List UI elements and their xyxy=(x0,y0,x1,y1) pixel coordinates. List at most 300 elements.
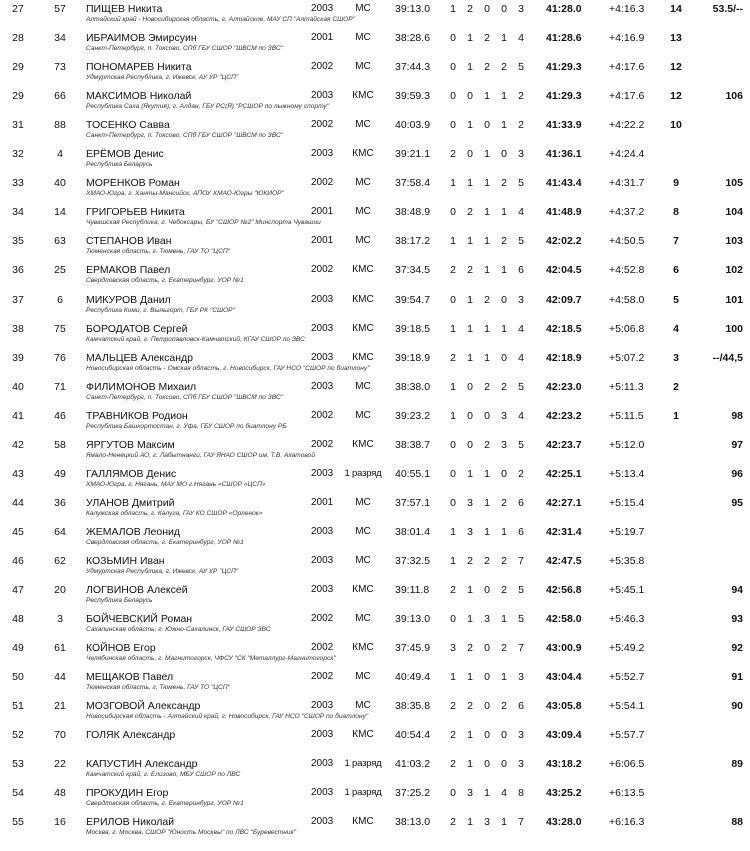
table-row xyxy=(0,58,750,87)
shooting-misses-cell: 2 xyxy=(450,729,456,742)
shooting-misses-cell: 2 xyxy=(484,293,490,306)
birth-year-cell: 2003 xyxy=(311,351,334,363)
course-time-cell: 38:13.0 xyxy=(395,816,431,829)
table-row xyxy=(0,668,750,697)
place-cell: 52 xyxy=(12,729,24,742)
place-cell: 50 xyxy=(12,671,24,684)
athlete-name: КОЗЬМИН Иван xyxy=(86,554,165,567)
place-cell: 49 xyxy=(12,642,24,655)
table-row xyxy=(0,261,750,290)
course-time-cell: 38:17.2 xyxy=(395,235,431,248)
birth-year-cell: 2003 xyxy=(311,148,334,160)
shooting-total-cell: 5 xyxy=(518,235,524,248)
final-time-cell: 41:33.9 xyxy=(546,119,582,132)
shooting-misses-cell: 0 xyxy=(501,293,507,306)
course-time-cell: 40:03.9 xyxy=(395,119,431,132)
final-time-cell: 43:18.2 xyxy=(546,758,582,771)
sport-rank-cell: КМС xyxy=(352,264,374,276)
final-time-cell: 41:28.0 xyxy=(546,3,582,15)
final-time-cell: 41:28.6 xyxy=(546,32,582,45)
shooting-misses-cell: 0 xyxy=(450,32,456,45)
table-row xyxy=(0,552,750,581)
athlete-name: ЕРЁМОВ Денис xyxy=(86,148,164,161)
place-cell: 47 xyxy=(12,584,24,596)
time-behind-cell: +5:11.5 xyxy=(609,409,644,422)
shooting-total-cell: 3 xyxy=(518,3,524,15)
shooting-total-cell: 6 xyxy=(518,496,524,509)
birth-year-cell: 2003 xyxy=(311,525,334,537)
time-behind-cell: +4:31.7 xyxy=(609,177,645,190)
shooting-misses-cell: 1 xyxy=(501,322,507,335)
time-behind-cell: +5:13.4 xyxy=(609,467,645,480)
place-cell: 36 xyxy=(12,264,24,277)
shooting-total-cell: 3 xyxy=(518,148,524,161)
course-time-cell: 40:54.4 xyxy=(395,729,431,742)
course-time-cell: 37:58.4 xyxy=(395,177,431,190)
place-cell: 28 xyxy=(12,32,24,45)
shooting-misses-cell: 2 xyxy=(450,584,456,596)
shooting-misses-cell: 1 xyxy=(484,177,490,190)
course-time-cell: 39:54.7 xyxy=(395,293,431,306)
athlete-region: Республика Беларусь xyxy=(86,161,153,169)
shooting-total-cell: 7 xyxy=(518,642,524,655)
place-cell: 51 xyxy=(12,700,24,713)
bib-cell: 21 xyxy=(54,700,66,713)
table-row xyxy=(0,174,750,203)
bib-cell: 49 xyxy=(54,467,66,480)
shooting-misses-cell: 1 xyxy=(467,584,473,596)
points-cell: 98 xyxy=(731,409,743,422)
shooting-total-cell: 6 xyxy=(518,700,524,713)
shooting-misses-cell: 0 xyxy=(467,90,473,103)
athlete-name: ПОНОМАРЕВ Никита xyxy=(86,61,192,74)
shooting-misses-cell: 0 xyxy=(450,467,456,480)
birth-year-cell: 2001 xyxy=(311,32,334,44)
athlete-region: Санкт-Петербург, п. Токсово, СПб ГБУ СШОР "ШВСМ по ЗВС" xyxy=(86,132,284,140)
place-cell: 39 xyxy=(12,351,24,364)
shooting-misses-cell: 2 xyxy=(484,32,490,45)
shooting-misses-cell: 1 xyxy=(467,293,473,306)
points-cell: 102 xyxy=(725,264,743,277)
points-cell: 95 xyxy=(731,496,743,509)
sport-rank-cell: КМС xyxy=(352,90,374,102)
athlete-region: Новосибирская область - Омская область, г. Новосибирск, ГАУ НСО "СШОР по биатлону" xyxy=(86,364,370,372)
birth-year-cell: 2001 xyxy=(311,206,334,218)
athlete-region: ХМАО-Югра, г. Нягань, МАУ МО г.Нягань «СШОР «ЦСП» xyxy=(86,480,266,488)
place-cell: 38 xyxy=(12,322,24,335)
points-cell: 88 xyxy=(731,816,743,829)
shooting-total-cell: 5 xyxy=(518,380,524,393)
time-behind-cell: +5:15.4 xyxy=(609,496,645,509)
shooting-misses-cell: 0 xyxy=(484,642,490,655)
shooting-misses-cell: 0 xyxy=(501,758,507,771)
athlete-name: КОЙНОВ Егор xyxy=(86,642,156,655)
bib-cell: 44 xyxy=(54,671,66,684)
shooting-misses-cell: 0 xyxy=(484,119,490,132)
points-cell: 91 xyxy=(731,671,743,684)
table-row xyxy=(0,291,750,320)
shooting-misses-cell: 1 xyxy=(484,351,490,364)
athlete-region: Новосибирская область - Алтайский край, г. Новосибирск, ГАУ НСО "СШОР по биатлону" xyxy=(86,713,369,721)
course-time-cell: 37:34.5 xyxy=(395,264,431,277)
standing-cell: 8 xyxy=(673,206,679,219)
sport-rank-cell: КМС xyxy=(352,351,374,363)
place-cell: 29 xyxy=(12,61,24,74)
sport-rank-cell: МС xyxy=(355,3,371,14)
bib-cell: 46 xyxy=(54,409,66,422)
place-cell: 37 xyxy=(12,293,24,306)
birth-year-cell: 2003 xyxy=(311,816,334,828)
table-row xyxy=(0,581,750,610)
final-time-cell: 43:09.4 xyxy=(546,729,582,742)
sport-rank-cell: КМС xyxy=(352,438,374,450)
shooting-misses-cell: 2 xyxy=(450,700,456,713)
shooting-misses-cell: 0 xyxy=(501,3,507,15)
shooting-total-cell: 2 xyxy=(518,119,524,132)
course-time-cell: 38:48.9 xyxy=(395,206,431,219)
time-behind-cell: +6:06.5 xyxy=(609,758,645,771)
shooting-misses-cell: 2 xyxy=(484,554,490,567)
table-row xyxy=(0,145,750,174)
bib-cell: 61 xyxy=(54,642,66,655)
shooting-misses-cell: 1 xyxy=(467,119,473,132)
bib-cell: 6 xyxy=(57,293,63,306)
course-time-cell: 39:21.1 xyxy=(395,148,431,161)
time-behind-cell: +4:17.6 xyxy=(609,90,645,103)
points-cell: --/44,5 xyxy=(712,351,743,364)
athlete-region: Свердловская область, г. Екатеринбург, УОР №1 xyxy=(86,800,244,808)
shooting-total-cell: 4 xyxy=(518,409,524,422)
points-cell: 106 xyxy=(725,90,743,103)
shooting-total-cell: 5 xyxy=(518,177,524,190)
time-behind-cell: +4:50.5 xyxy=(609,235,645,248)
final-time-cell: 43:04.4 xyxy=(546,671,582,684)
final-time-cell: 41:29.3 xyxy=(546,90,582,103)
birth-year-cell: 2003 xyxy=(311,467,334,479)
birth-year-cell: 2003 xyxy=(311,322,334,334)
final-time-cell: 42:09.7 xyxy=(546,293,582,306)
standing-cell: 12 xyxy=(670,61,682,74)
athlete-region: ХМАО-Югра, г. Ханты-Мансийск, АПОУ ХМАО-Югры "ЮКИОР" xyxy=(86,190,284,198)
shooting-misses-cell: 0 xyxy=(467,409,473,422)
shooting-misses-cell: 0 xyxy=(484,3,490,15)
bib-cell: 36 xyxy=(54,496,66,509)
birth-year-cell: 2002 xyxy=(311,119,334,131)
athlete-name: ТРАВНИКОВ Родион xyxy=(86,409,188,422)
course-time-cell: 38:01.4 xyxy=(395,525,431,538)
athlete-name: ИБРАИМОВ Эмирсуин xyxy=(86,32,197,45)
shooting-misses-cell: 2 xyxy=(450,816,456,829)
birth-year-cell: 2002 xyxy=(311,409,334,421)
time-behind-cell: +6:13.5 xyxy=(609,787,645,800)
table-row xyxy=(0,203,750,232)
bib-cell: 76 xyxy=(54,351,66,364)
points-cell: 101 xyxy=(725,293,743,306)
athlete-name: ГОЛЯК Александр xyxy=(86,729,176,742)
shooting-misses-cell: 2 xyxy=(501,496,507,509)
place-cell: 33 xyxy=(12,177,24,190)
shooting-total-cell: 4 xyxy=(518,206,524,219)
athlete-name: ЛОГВИНОВ Алексей xyxy=(86,584,188,596)
birth-year-cell: 2001 xyxy=(311,496,334,508)
shooting-misses-cell: 1 xyxy=(484,496,490,509)
shooting-misses-cell: 2 xyxy=(484,61,490,74)
shooting-misses-cell: 1 xyxy=(467,613,473,626)
shooting-misses-cell: 1 xyxy=(467,816,473,829)
points-cell: 53.5/-- xyxy=(712,3,743,15)
table-row xyxy=(0,523,750,552)
place-cell: 31 xyxy=(12,119,24,132)
athlete-name: ГАЛЛЯМОВ Денис xyxy=(86,467,177,480)
sport-rank-cell: КМС xyxy=(352,584,374,595)
shooting-total-cell: 7 xyxy=(518,816,524,829)
bib-cell: 48 xyxy=(54,787,66,800)
athlete-region: Республика Башкортостан, г. Уфа, ГБУ СШОР по биатлону РБ xyxy=(86,422,287,430)
course-time-cell: 38:38.0 xyxy=(395,380,431,393)
final-time-cell: 42:02.2 xyxy=(546,235,582,248)
athlete-region: Чувашская Республика, г. Чебоксары, БУ "СШОР №2" Минспорта Чувашии xyxy=(86,219,321,227)
time-behind-cell: +5:12.0 xyxy=(609,438,645,451)
shooting-misses-cell: 0 xyxy=(484,671,490,684)
birth-year-cell: 2003 xyxy=(311,293,334,305)
shooting-misses-cell: 0 xyxy=(450,119,456,132)
table-row xyxy=(0,813,750,842)
bib-cell: 70 xyxy=(54,729,66,742)
shooting-misses-cell: 1 xyxy=(484,90,490,103)
shooting-misses-cell: 0 xyxy=(501,729,507,742)
shooting-misses-cell: 2 xyxy=(450,148,456,161)
place-cell: 48 xyxy=(12,613,24,626)
shooting-misses-cell: 1 xyxy=(467,467,473,480)
shooting-total-cell: 8 xyxy=(518,787,524,800)
final-time-cell: 43:28.0 xyxy=(546,816,582,829)
time-behind-cell: +5:46.3 xyxy=(609,613,645,626)
shooting-total-cell: 5 xyxy=(518,613,524,626)
shooting-total-cell: 5 xyxy=(518,584,524,596)
course-time-cell: 39:11.8 xyxy=(395,584,430,596)
time-behind-cell: +5:06.8 xyxy=(609,322,645,335)
shooting-misses-cell: 1 xyxy=(450,235,456,248)
athlete-region: Свердловская область, г. Екатеринбург, УОР №1 xyxy=(86,277,244,285)
bib-cell: 57 xyxy=(54,3,66,15)
shooting-misses-cell: 2 xyxy=(501,177,507,190)
final-time-cell: 41:29.3 xyxy=(546,61,582,74)
shooting-misses-cell: 1 xyxy=(450,380,456,393)
sport-rank-cell: КМС xyxy=(352,642,374,654)
course-time-cell: 39:23.2 xyxy=(395,409,431,422)
shooting-misses-cell: 1 xyxy=(484,148,490,161)
bib-cell: 75 xyxy=(54,322,66,335)
shooting-misses-cell: 1 xyxy=(450,409,456,422)
time-behind-cell: +5:45.1 xyxy=(609,584,645,596)
final-time-cell: 43:25.2 xyxy=(546,787,582,800)
athlete-name: МОРЕНКОВ Роман xyxy=(86,177,180,190)
shooting-misses-cell: 1 xyxy=(484,787,490,800)
shooting-total-cell: 2 xyxy=(518,467,524,480)
athlete-name: ГРИГОРЬЕВ Никита xyxy=(86,206,185,219)
course-time-cell: 41:03.2 xyxy=(395,758,431,771)
table-row xyxy=(0,116,750,145)
course-time-cell: 37:25.2 xyxy=(395,787,431,800)
sport-rank-cell: МС xyxy=(355,671,371,683)
shooting-total-cell: 2 xyxy=(518,90,524,103)
shooting-misses-cell: 0 xyxy=(467,438,473,451)
birth-year-cell: 2002 xyxy=(311,671,334,683)
sport-rank-cell: 1 разряд xyxy=(344,787,382,799)
time-behind-cell: +4:22.2 xyxy=(609,119,645,132)
shooting-misses-cell: 2 xyxy=(450,264,456,277)
table-row xyxy=(0,349,750,378)
shooting-misses-cell: 2 xyxy=(501,235,507,248)
birth-year-cell: 2003 xyxy=(311,700,334,712)
place-cell: 53 xyxy=(12,758,24,771)
sport-rank-cell: МС xyxy=(355,206,371,218)
shooting-misses-cell: 2 xyxy=(467,264,473,277)
final-time-cell: 41:36.1 xyxy=(546,148,582,161)
bib-cell: 66 xyxy=(54,90,66,103)
shooting-misses-cell: 0 xyxy=(467,380,473,393)
shooting-total-cell: 3 xyxy=(518,729,524,742)
sport-rank-cell: МС xyxy=(355,177,371,189)
shooting-misses-cell: 3 xyxy=(501,438,507,451)
standing-cell: 14 xyxy=(670,3,682,15)
sport-rank-cell: МС xyxy=(355,61,371,73)
time-behind-cell: +4:24.4 xyxy=(609,148,645,161)
birth-year-cell: 2003 xyxy=(311,584,334,595)
time-behind-cell: +5:07.2 xyxy=(609,351,645,364)
shooting-total-cell: 4 xyxy=(518,351,524,364)
bib-cell: 40 xyxy=(54,177,66,190)
shooting-misses-cell: 2 xyxy=(467,3,473,15)
course-time-cell: 38:28.6 xyxy=(395,32,431,45)
shooting-misses-cell: 0 xyxy=(501,351,507,364)
athlete-region: Тюменская область, г. Тюмень, ГАУ ТО "ЦСП" xyxy=(86,684,230,692)
shooting-misses-cell: 3 xyxy=(467,525,473,538)
athlete-name: МИКУРОВ Данил xyxy=(86,293,171,306)
athlete-region: Камчатский край, г. Петропавловск-Камчатский, КГАУ СШОР по ЗВС xyxy=(86,335,305,343)
shooting-misses-cell: 1 xyxy=(467,177,473,190)
shooting-misses-cell: 1 xyxy=(467,322,473,335)
birth-year-cell: 2003 xyxy=(311,758,334,770)
place-cell: 41 xyxy=(12,409,24,422)
shooting-misses-cell: 0 xyxy=(484,758,490,771)
athlete-name: БОРОДАТОВ Сергей xyxy=(86,322,188,335)
shooting-misses-cell: 2 xyxy=(467,642,473,655)
birth-year-cell: 2002 xyxy=(311,177,334,189)
shooting-misses-cell: 1 xyxy=(484,467,490,480)
athlete-name: МАЛЬЦЕВ Александр xyxy=(86,351,193,364)
shooting-misses-cell: 1 xyxy=(501,816,507,829)
shooting-total-cell: 3 xyxy=(518,671,524,684)
standing-cell: 7 xyxy=(673,235,679,248)
sport-rank-cell: МС xyxy=(355,409,371,421)
birth-year-cell: 2003 xyxy=(311,380,334,392)
time-behind-cell: +5:49.2 xyxy=(609,642,645,655)
time-behind-cell: +4:16.9 xyxy=(609,32,645,45)
bib-cell: 16 xyxy=(54,816,66,829)
birth-year-cell: 2003 xyxy=(311,554,334,566)
athlete-region: Удмуртская Республика, г. Ижевск, АУ УР "ЦСП" xyxy=(86,567,239,575)
shooting-misses-cell: 1 xyxy=(484,322,490,335)
shooting-total-cell: 3 xyxy=(518,758,524,771)
shooting-misses-cell: 2 xyxy=(467,206,473,219)
shooting-misses-cell: 1 xyxy=(501,525,507,538)
bib-cell: 3 xyxy=(57,613,63,626)
points-cell: 90 xyxy=(731,700,743,713)
athlete-name: ЕРИЛОВ Николай xyxy=(86,816,175,829)
points-cell: 92 xyxy=(731,642,743,655)
bib-cell: 71 xyxy=(54,380,66,393)
bib-cell: 22 xyxy=(54,758,66,771)
sport-rank-cell: КМС xyxy=(352,729,374,741)
table-row xyxy=(0,697,750,726)
shooting-misses-cell: 1 xyxy=(467,671,473,684)
shooting-misses-cell: 1 xyxy=(484,525,490,538)
shooting-misses-cell: 2 xyxy=(450,351,456,364)
time-behind-cell: +5:35.8 xyxy=(609,554,645,567)
bib-cell: 58 xyxy=(54,438,66,451)
athlete-name: ПРОКУДИН Егор xyxy=(86,787,169,800)
shooting-misses-cell: 0 xyxy=(484,409,490,422)
time-behind-cell: +5:52.7 xyxy=(609,671,645,684)
bib-cell: 62 xyxy=(54,554,66,567)
time-behind-cell: +4:58.0 xyxy=(609,293,645,306)
bib-cell: 73 xyxy=(54,61,66,74)
shooting-misses-cell: 2 xyxy=(501,642,507,655)
final-time-cell: 42:18.9 xyxy=(546,351,582,364)
table-row xyxy=(0,784,750,813)
athlete-region: Санкт-Петербург, п. Токсово, СПб ГБУ СШОР "ШВСМ по ЗВС" xyxy=(86,45,284,53)
place-cell: 42 xyxy=(12,438,24,451)
shooting-misses-cell: 2 xyxy=(484,380,490,393)
shooting-misses-cell: 1 xyxy=(467,32,473,45)
points-cell: 100 xyxy=(725,322,743,335)
place-cell: 54 xyxy=(12,787,24,800)
course-time-cell: 39:59.3 xyxy=(395,90,431,103)
table-row xyxy=(0,726,750,755)
sport-rank-cell: МС xyxy=(355,235,371,247)
shooting-misses-cell: 1 xyxy=(484,264,490,277)
final-time-cell: 42:27.1 xyxy=(546,496,582,509)
shooting-misses-cell: 3 xyxy=(484,613,490,626)
shooting-misses-cell: 1 xyxy=(450,525,456,538)
table-row xyxy=(0,407,750,436)
points-cell: 94 xyxy=(731,584,743,596)
course-time-cell: 39:18.5 xyxy=(395,322,431,335)
athlete-region: Свердловская область, г. Екатеринбург, УОР №1 xyxy=(86,538,244,546)
sport-rank-cell: МС xyxy=(355,525,371,537)
table-row xyxy=(0,465,750,494)
course-time-cell: 38:35.8 xyxy=(395,700,431,713)
shooting-misses-cell: 0 xyxy=(450,438,456,451)
shooting-misses-cell: 0 xyxy=(467,148,473,161)
place-cell: 27 xyxy=(12,3,24,15)
course-time-cell: 40:55.1 xyxy=(395,467,431,480)
shooting-misses-cell: 2 xyxy=(501,700,507,713)
place-cell: 29 xyxy=(12,90,24,103)
shooting-misses-cell: 3 xyxy=(467,787,473,800)
athlete-name: ФИЛИМОНОВ Михаил xyxy=(86,380,197,393)
sport-rank-cell: КМС xyxy=(352,293,374,305)
shooting-misses-cell: 1 xyxy=(484,235,490,248)
athlete-name: ЕРМАКОВ Павел xyxy=(86,264,171,277)
course-time-cell: 38:38.7 xyxy=(395,438,431,451)
shooting-misses-cell: 1 xyxy=(467,351,473,364)
final-time-cell: 42:23.7 xyxy=(546,438,582,451)
athlete-region: Калужская область, г. Калуга, ГАУ КО СШОР «Орленок» xyxy=(86,509,263,517)
sport-rank-cell: КМС xyxy=(352,816,374,828)
athlete-name: СТЕПАНОВ Иван xyxy=(86,235,172,248)
